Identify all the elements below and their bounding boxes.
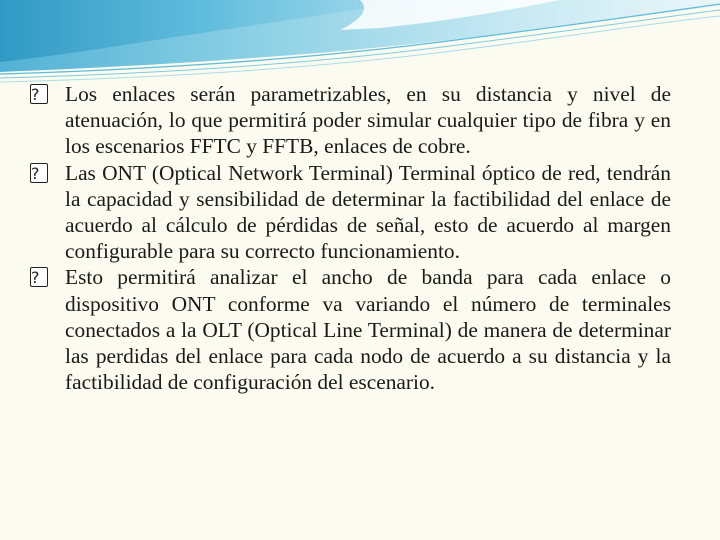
bullet-text-1: Los enlaces serán parametrizables, en su distancia y nivel de atenuación, lo que permitirá poder simular cualquier tipo de fibra y en los escenarios FFTC y FFTB, enlaces de cobre. xyxy=(65,82,671,159)
bullet-paragraph-1 xyxy=(30,81,671,160)
missing-glyph-bullet-icon: ? xyxy=(30,84,48,104)
bullet-paragraph-3 xyxy=(30,264,671,395)
missing-glyph-bullet-icon: ? xyxy=(30,267,48,287)
bullet-paragraph-2 xyxy=(30,160,671,265)
bullet-text-2: Las ONT (Optical Network Terminal) Terminal óptico de red, tendrán la capacidad y sensibilidad de determinar la factibilidad del enlace de acuerdo al cálculo de pérdidas de señal, esto de acuerdo al margen configurable para su correcto funcionamiento. xyxy=(65,160,671,264)
header-wave-decoration xyxy=(0,0,720,90)
missing-glyph-bullet-icon: ? xyxy=(30,163,48,183)
bullet-text-3: Esto permitirá analizar el ancho de banda para cada enlace o dispositivo ONT conforme va variando el número de terminales conectados a la OLT (Optical Line Terminal) de manera de determinar las perdidas del enlace para cada nodo de acuerdo a su distancia y la factibilidad de configuración del escenario. xyxy=(65,265,671,395)
slide-body xyxy=(30,81,671,395)
